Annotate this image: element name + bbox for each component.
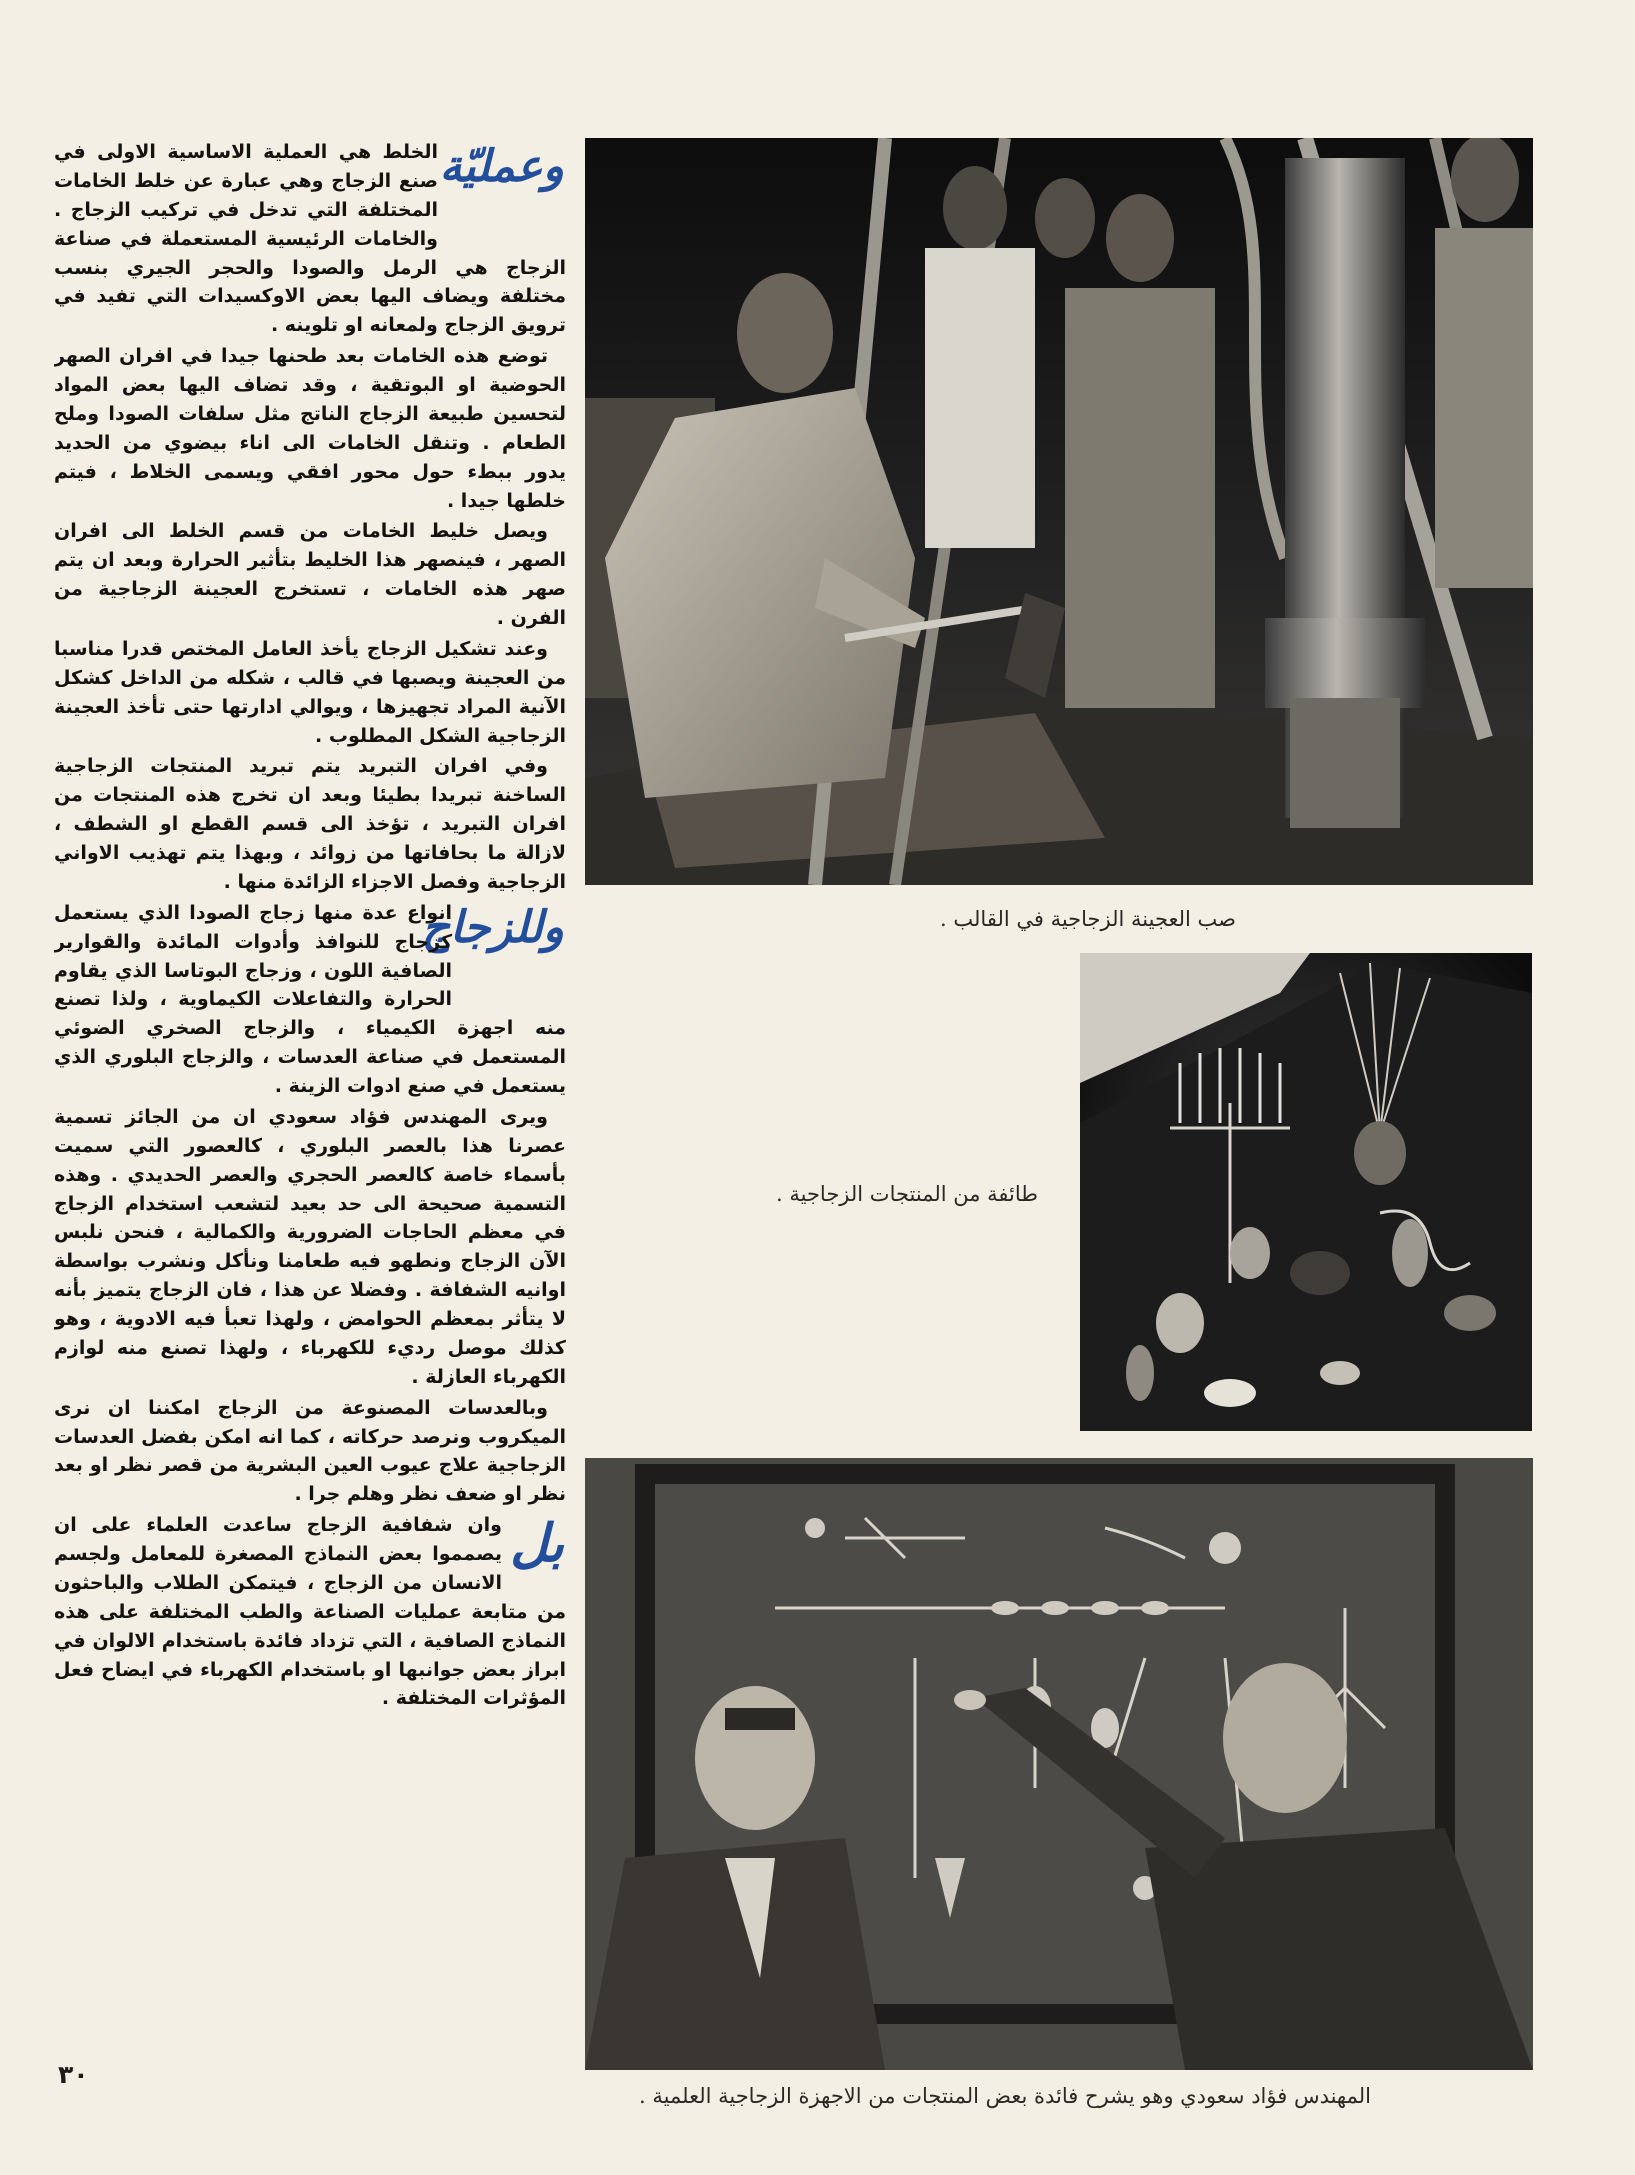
paragraph: الخلط هي العملية الاساسية الاولى في صنع الزجاج وهي عبارة عن خلط الخامات المختلفة التي تدخل في تركيب الزجاج . والخامات الرئيسية المستعملة في صناعة الزجاج هي الرمل والصودا والحجر الجيري بنسب مختلفة ويضاف اليها بعض الاوكسيدات التي تفيد في ترويق الزجاج ولمعانه او تلوينه . <box>54 141 566 337</box>
paragraph: وفي افران التبريد يتم تبريد المنتجات الزجاجية الساخنة تبريدا بطيئا وبعد ان تخرج هذه المنتجات من افران التبريد ، تؤخذ الى قسم القطع او الشطف ، لازالة ما بحافاتها من زوائد ، وبهذا يتم تهذيب الاواني الزجاجية وفصل الاجزاء الزائدة منها . <box>54 755 566 893</box>
products-photo-drawing <box>1080 953 1532 1431</box>
paragraph: توضع هذه الخامات بعد طحنها جيدا في افران الصهر الحوضية او البوتقية ، وقد تضاف اليها بعض المواد لتحسين طبيعة الزجاج الناتج مثل سلفات الصودا وملح الطعام . وتنقل الخامات الى اناء بيضوي من الحديد يدور ببطء حول محور افقي ويسمى الخلاط ، فيتم خلطها جيدا . <box>54 345 566 512</box>
paragraph: وبالعدسات المصنوعة من الزجاج امكننا ان نرى الميكروب ونرصد حركاته ، كما انه امكن بفضل العدسات الزجاجية علاج عيوب العين البشرية من قصر نظر او بعد نظر او ضعف نظر وهلم جرا . <box>54 1396 566 1506</box>
paragraph: ويرى المهندس فؤاد سعودي ان من الجائز تسمية عصرنا هذا بالعصر البلوري ، كالعصور التي سميت بأسماء خاصة كالعصر الحجري والعصر الحديدي . وهذه التسمية صحيحة الى حد بعيد لتشعب استخدام الزجاج في معظم الحاجات الضرورية والكمالية ، فنحن نلبس الآن الزجاج ونطهو فيه طعامنا ونأكل ونشرب بواسطة اوانيه الشفافة . وفضلا عن هذا ، فان الزجاج يتميز بأنه لا يتأثر بمعظم الحوامض ، ولهذا تعبأ فيه الادوية ، وهو كذلك موصل رديء للكهرباء ، ولهذا تصنع منه لوازم الكهرباء العازلة . <box>54 1105 566 1388</box>
caption-workshop: صب العجينة الزجاجية في القالب . <box>940 907 1236 931</box>
paragraph: وان شفافية الزجاج ساعدت العلماء على ان يصمموا بعض النماذج المصغرة للمعامل ولجسم الانسان من الزجاج ، فيتمكن الطلاب والباحثون من متابعة عمليات الصناعة والطب المختلفة على هذه النماذج الصافية ، التي تزداد فائدة باستخدام الالوان في ابراز بعض جوانبها او باستخدام الكهرباء في ايضاح فعل المؤثرات المختلفة . <box>54 1514 566 1710</box>
paragraph: ويصل خليط الخامات من قسم الخلط الى افران الصهر ، فينصهر هذا الخليط بتأثير الحرارة وبعد ان يتم صهر هذه الخامات ، تستخرج العجينة الزجاجية من الفرن . <box>54 520 566 629</box>
photo-engineers-display <box>585 1458 1533 2070</box>
workshop-photo-drawing <box>585 138 1533 885</box>
photo-glass-workshop <box>585 138 1533 885</box>
article-column <box>54 138 566 2046</box>
paragraph: انواع عدة منها زجاج الصودا الذي يستعمل كزجاج للنوافذ وأدوات المائدة والقوارير الصافية اللون ، وزجاج البوتاسا الذي يقاوم الحرارة والتفاعلات الكيماوية ، ولذا تصنع منه اجهزة الكيمياء ، والزجاج الصخري الضوئي المستعمل في صناعة العدسات ، والزجاج البلوري الذي يستعمل في صنع ادوات الزينة . <box>54 901 566 1097</box>
drop-heading-3: بل <box>510 1513 564 1575</box>
caption-products: طائفة من المنتجات الزجاجية . <box>776 1182 1038 1206</box>
drop-heading-1: وعمليّة <box>439 141 564 192</box>
caption-engineers: المهندس فؤاد سعودي وهو يشرح فائدة بعض المنتجات من الاجهزة الزجاجية العلمية . <box>639 2084 1371 2108</box>
drop-heading-2: وللزجاج <box>421 901 564 953</box>
photo-glass-products <box>1080 953 1532 1431</box>
paragraph: وعند تشكيل الزجاج يأخذ العامل المختص قدرا مناسبا من العجينة ويصبها في قالب ، شكله من الداخل كشكل الآنية المراد تجهيزها ، ويوالي ادارتها حتى تأخذ العجينة الزجاجية الشكل المطلوب . <box>54 637 566 747</box>
engineers-photo-drawing <box>585 1458 1533 2070</box>
page-number: ٣٠ <box>58 2060 89 2089</box>
